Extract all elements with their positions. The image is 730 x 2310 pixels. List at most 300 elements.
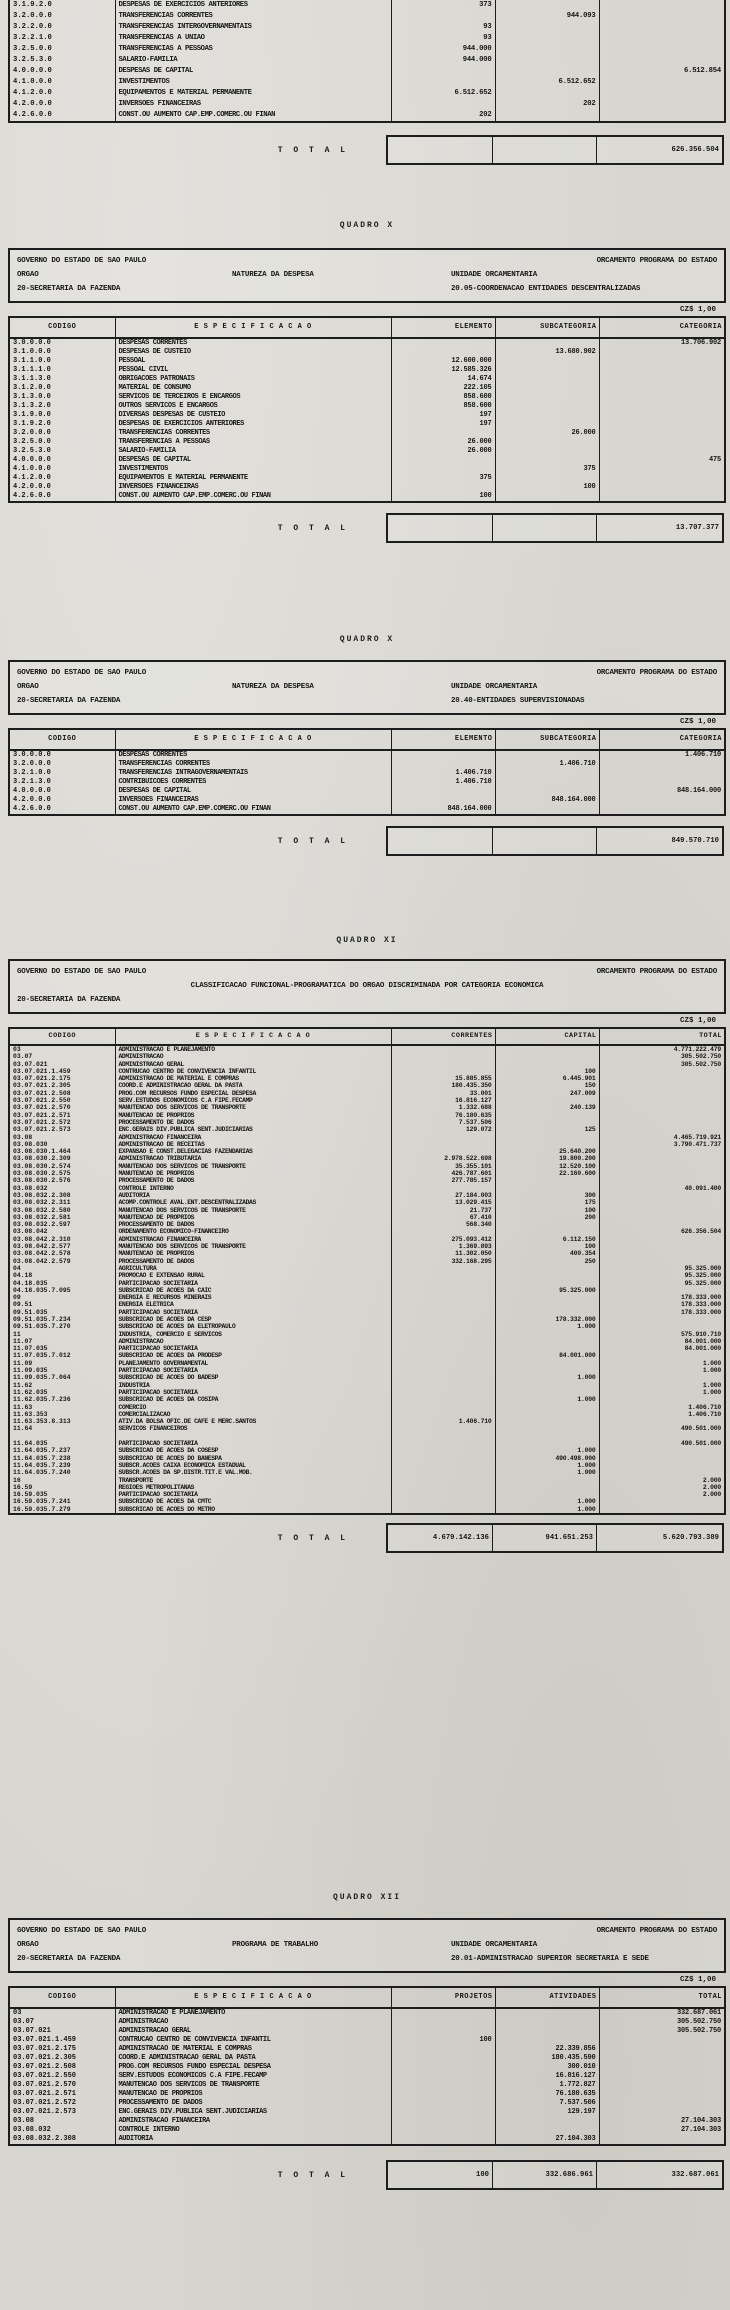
table-row [9,1294,725,1301]
table-row [9,1141,725,1148]
col-header-especificacao: E S P E C I F I C A C A O [115,729,391,750]
spec-cell: MANUTENCAO DOS SERVICOS DE TRANSPORTE [115,1104,391,1111]
table-row [9,384,725,393]
elemento-cell [391,796,495,805]
spec-cell: SUBSCRICAO DE ACOES DO BADESP [115,1374,391,1381]
column-header-row [9,729,725,750]
table-row [9,1477,725,1484]
code-cell: 11.63.353.8.313 [13,1418,71,1426]
total-elemento [388,515,492,541]
total-label: T O T A L [277,1533,348,1543]
total-geral: 332.687.061 [596,2162,722,2188]
correntes-cell [391,1323,495,1330]
subcategoria-cell [495,375,599,384]
projetos-cell [391,2099,495,2108]
code-cell: 03.08.030 [13,1140,48,1148]
spec-cell: SUBSCRICAO DE ACOES DA CMTC [115,1498,391,1505]
correntes-cell [391,1367,495,1374]
categoria-cell [599,0,725,11]
code-cell: 03.08.030.2.576 [13,1177,71,1185]
total-correntes: 4.679.142.136 [432,1534,489,1542]
table-row [9,1228,725,1235]
elemento-cell [391,760,495,769]
code-cell: 03 [13,2009,22,2017]
table-row [9,1280,725,1287]
col-header-correntes: CORRENTES [391,1028,495,1045]
code-cell: 03.07.021.2.572 [13,2099,77,2107]
total-capital: 941.651.253 [492,1525,596,1551]
categoria-cell [599,366,725,375]
total-row [8,135,724,165]
table-row [9,2027,725,2036]
elemento-cell [391,66,495,77]
total-cell [599,1097,725,1104]
code-cell: 03.07.021.2.571 [13,2090,77,2098]
subcategoria-cell [495,438,599,447]
capital-cell: 150 [495,1082,599,1089]
code-cell: 03.07 [13,2018,35,2026]
capital-cell [495,1272,599,1279]
total-label: T O T A L [277,523,348,533]
subcategoria-cell [495,55,599,66]
total-cell [599,2081,725,2090]
projetos-cell [391,2090,495,2099]
subcategoria-cell: 6.512.652 [495,77,599,88]
spec-cell: SERVICOS DE TERCEIROS E ENCARGOS [115,393,391,402]
spec-cell: TRANSFERENCIAS CORRENTES [115,11,391,22]
spec-cell: ENC.GERAIS DIV.PUBLICA SENT.JUDICIARIAS [115,2108,391,2117]
code-cell: 03.08.042.2.310 [13,1235,71,1243]
spec-cell: ADMINISTRACAO DE MATERIAL E COMPRAS [115,1075,391,1082]
correntes-cell: 76.180.635 [391,1112,495,1119]
total-label: T O T A L [277,145,348,155]
capital-cell [495,1440,599,1447]
total-cell [599,1090,725,1097]
spec-cell: PARTICIPACAO SOCIETARIA [115,1280,391,1287]
spec-cell: PARTICIPACAO SOCIETARIA [115,1389,391,1396]
code-cell: 11.62 [13,1381,33,1389]
spec-cell: DESPESAS DE CUSTEIO [115,348,391,357]
elemento-cell [391,483,495,492]
column-header-row [9,317,725,338]
total-cell: 1.000 [599,1360,725,1367]
table-row [9,375,725,384]
total-cell: 305.502.750 [599,2018,725,2027]
subcategoria-cell [495,492,599,502]
categoria-cell [599,492,725,502]
table-row [9,465,725,474]
code-cell: 03.08.030.2.309 [13,1155,71,1163]
code-cell: 09 [13,1294,21,1302]
categoria-cell [599,796,725,805]
col-header-projetos: PROJETOS [391,1987,495,2008]
currency-label: CZ$ 1,00 [679,718,716,726]
total-label: T O T A L [277,2170,348,2180]
col-header-especificacao: E S P E C I F I C A C A O [115,1987,391,2008]
spec-cell: PARTICIPACAO SOCIETARIA [115,1345,391,1352]
table-row [9,2045,725,2054]
table-body [9,338,725,502]
categoria-cell [599,11,725,22]
code-cell: 11.62.035.7.236 [13,1396,71,1404]
total-cell [599,2099,725,2108]
capital-cell [495,1097,599,1104]
code-cell: 3.2.2.1.0 [13,34,52,42]
unidade-label: UNIDADE ORCAMENTARIA [451,683,538,691]
table-row [9,11,725,22]
table-row [9,1484,725,1491]
code-cell: 11.64.035.7.237 [13,1447,71,1455]
capital-cell: 19.800.200 [495,1155,599,1162]
capital-cell [495,1331,599,1338]
currency-label: CZ$ 1,00 [679,1976,716,1984]
categoria-cell [599,438,725,447]
correntes-cell [391,1272,495,1279]
subcategoria-cell [495,384,599,393]
capital-cell [495,1134,599,1141]
spec-cell: ADMINISTRACAO GERAL [115,2027,391,2036]
correntes-cell: 1.369.893 [391,1243,495,1250]
elemento-cell [391,348,495,357]
total-cell [599,1104,725,1111]
spec-cell: PESSOAL [115,357,391,366]
elemento-cell: 944.000 [391,44,495,55]
correntes-cell: 15.885.855 [391,1075,495,1082]
spec-cell: MANUTENCAO DE PROPRIOS [115,1170,391,1177]
categoria-cell [599,33,725,44]
correntes-cell: 180.435.350 [391,1082,495,1089]
code-cell: 11.07.035 [13,1345,48,1353]
correntes-cell: 277.785.157 [391,1177,495,1184]
capital-cell [495,1185,599,1192]
table-row [9,1097,725,1104]
total-cell [599,1258,725,1265]
total-box [386,2160,724,2190]
total-cell [599,1163,725,1170]
code-cell: 03.08.042.2.577 [13,1243,71,1251]
table-row [9,1331,725,1338]
correntes-cell [391,1447,495,1454]
correntes-cell [391,1506,495,1514]
table-row [9,393,725,402]
correntes-cell [391,1294,495,1301]
correntes-cell [391,1498,495,1505]
correntes-cell [391,1389,495,1396]
spec-cell: SUBSCRICAO DE ACOES DA PRODESP [115,1352,391,1359]
categoria-cell [599,22,725,33]
correntes-cell [391,1338,495,1345]
table-row [9,338,725,348]
table-row [9,1272,725,1279]
capital-cell [495,1433,599,1440]
table-row [9,2072,725,2081]
atividades-cell [495,2036,599,2045]
spec-cell: COORD.E ADMINISTRACAO GERAL DA PASTA [115,2054,391,2063]
correntes-cell [391,1455,495,1462]
table-row [9,1447,725,1454]
spec-cell: ADMINISTRACAO [115,2018,391,2027]
total-atividades: 332.686.961 [492,2162,596,2188]
capital-cell [495,1491,599,1498]
spec-cell: PROMOCAO E EXTENSAO RURAL [115,1272,391,1279]
spec-cell: ATIV.DA BOLSA OFIC.DE CAFE E MERC.SANTOS [115,1418,391,1425]
natureza-label: NATUREZA DA DESPESA [232,271,314,279]
elemento-cell: 12.600.000 [391,357,495,366]
table-row [9,1440,725,1447]
elemento-cell: 222.105 [391,384,495,393]
code-cell: 09.51 [13,1301,33,1309]
spec-cell: CONTRUCAO CENTRO DE CONVIVENCIA INFANTIL [115,1068,391,1075]
total-cell [599,1068,725,1075]
code-cell: 03.07.021.2.573 [13,2108,77,2116]
projetos-cell [391,2027,495,2036]
correntes-cell [391,1265,495,1272]
correntes-cell: 129.072 [391,1126,495,1133]
capital-cell: 22.160.600 [495,1170,599,1177]
code-cell: 03.08.030.1.464 [13,1148,71,1156]
total-cell [599,2090,725,2099]
subcategoria-cell [495,66,599,77]
natureza-despesa-table [8,316,726,503]
code-cell: 03.07.021.2.175 [13,1075,71,1083]
col-header-especificacao: E S P E C I F I C A C A O [115,317,391,338]
subcategoria-cell [495,393,599,402]
categoria-cell [599,483,725,492]
categoria-cell [599,384,725,393]
elemento-cell [391,465,495,474]
table-row [9,1075,725,1082]
table-row [9,1134,725,1141]
quadro-caption: QUADRO X [339,635,395,644]
code-cell: 09.51.035 [13,1308,48,1316]
code-cell: 03.07.021.2.573 [13,1126,71,1134]
subcategoria-cell: 26.000 [495,429,599,438]
code-cell: 3.2.2.0.0 [13,23,52,31]
total-row [8,1523,724,1553]
total-cell: 1.000 [599,1382,725,1389]
code-cell: 03.07 [13,1053,33,1061]
total-box [386,135,724,165]
gov-title: GOVERNO DO ESTADO DE SAO PAULO [17,968,147,976]
table-body [9,0,725,122]
correntes-cell [391,1061,495,1068]
capital-cell [495,1112,599,1119]
total-cell [599,1455,725,1462]
spec-cell: AUDITORIA [115,2135,391,2145]
atividades-cell: 1.772.827 [495,2081,599,2090]
total-cell [599,1155,725,1162]
capital-cell [495,1265,599,1272]
total-row [8,826,724,856]
elemento-cell: 93 [391,22,495,33]
spec-cell: MANUTENCAO DE PROPRIOS [115,2090,391,2099]
table-row [9,1382,725,1389]
table-row [9,1243,725,1250]
spec-cell: CONST.OU AUMENTO CAP.EMP.COMERC.OU FINAN [115,805,391,815]
spec-cell: PESSOAL CIVIL [115,366,391,375]
correntes-cell [391,1068,495,1075]
categoria-cell [599,465,725,474]
correntes-cell: 33.001 [391,1090,495,1097]
elemento-cell [391,456,495,465]
categoria-cell [599,420,725,429]
program-title: ORCAMENTO PROGRAMA DO ESTADO [596,257,717,265]
capital-cell: 84.001.000 [495,1352,599,1359]
subcategoria-cell [495,447,599,456]
code-cell: 16.59.035.7.279 [13,1505,71,1513]
code-cell: 11.64 [13,1425,33,1433]
capital-cell [495,1404,599,1411]
correntes-cell: 16.816.127 [391,1097,495,1104]
subcategoria-cell: 1.406.710 [495,760,599,769]
orgao-value: 20-SECRETARIA DA FAZENDA [17,996,121,1004]
table-row [9,1506,725,1514]
correntes-cell [391,1396,495,1403]
elemento-cell: 6.512.652 [391,88,495,99]
orgao-label: ORGAO [17,683,39,691]
correntes-cell [391,1491,495,1498]
table-row [9,2108,725,2117]
capital-cell [495,1280,599,1287]
subcategoria-cell: 375 [495,465,599,474]
quadro-caption: QUADRO XI [336,936,398,945]
spec-cell: PROCESSAMENTO DE DADOS [115,1119,391,1126]
correntes-cell: 67.410 [391,1214,495,1221]
capital-cell: 175 [495,1199,599,1206]
total-elemento [388,828,492,854]
table-row [9,366,725,375]
total-cell [599,1243,725,1250]
subcategoria-cell: 100 [495,483,599,492]
atividades-cell: 22.339.856 [495,2045,599,2054]
categoria-cell [599,411,725,420]
elemento-cell [391,750,495,760]
table-row [9,1221,725,1228]
code-cell: 03.08.032.2.308 [13,1191,71,1199]
spec-cell: CONST.OU AUMENTO CAP.EMP.COMERC.OU FINAN [115,110,391,122]
subcategoria-cell [495,456,599,465]
spec-cell: INVERSOES FINANCEIRAS [115,99,391,110]
spec-cell: ACOMP.CONTROLE AVAL.ENT.DESCENTRALIZADAS [115,1199,391,1206]
orgao-label: ORGAO [17,1941,39,1949]
capital-cell: 247.009 [495,1090,599,1097]
code-cell: 16.59.035.7.241 [13,1498,71,1506]
spec-cell: SUBSCRICAO DE ACOES DA CESP [115,1316,391,1323]
correntes-cell: 332.168.295 [391,1258,495,1265]
spec-cell: COMERCIO [115,1404,391,1411]
spec-cell: MANUTENCAO DOS SERVICOS DE TRANSPORTE [115,1163,391,1170]
projetos-cell [391,2008,495,2018]
correntes-cell: 568.340 [391,1221,495,1228]
capital-cell [495,1228,599,1235]
total-subcategoria [492,515,596,541]
total-cell: 27.104.303 [599,2126,725,2135]
capital-cell [495,1061,599,1068]
spec-cell: PARTICIPACAO SOCIETARIA [115,1367,391,1374]
code-cell: 03.07.021.2.508 [13,1089,71,1097]
correntes-cell [391,1374,495,1381]
col-header-total: TOTAL [599,1028,725,1045]
total-cell: 95.325.000 [599,1280,725,1287]
correntes-cell [391,1045,495,1053]
total-row [8,513,724,543]
table-row [9,0,725,11]
spec-cell: ADMINISTRACAO GERAL [115,1061,391,1068]
code-cell: 03.07.021 [13,1060,48,1068]
correntes-cell [391,1228,495,1235]
table-row [9,2036,725,2045]
correntes-cell [391,1280,495,1287]
table-header-box [8,1918,726,1973]
col-header-categoria: CATEGORIA [599,317,725,338]
table-row [9,1374,725,1381]
code-cell: 11.64.035 [13,1440,48,1448]
projetos-cell [391,2018,495,2027]
total-cell: 305.502.750 [599,2027,725,2036]
capital-cell: 200 [495,1214,599,1221]
spec-cell: DESPESAS DE CAPITAL [115,787,391,796]
categoria-cell: 1.406.710 [599,750,725,760]
atividades-cell: 129.197 [495,2108,599,2117]
code-cell: 4.1.0.0.0 [13,465,51,473]
categoria-cell [599,778,725,787]
table-row [9,750,725,760]
total-cell [599,1199,725,1206]
col-header-categoria: CATEGORIA [599,729,725,750]
projetos-cell [391,2063,495,2072]
subcategoria-cell [495,110,599,122]
total-cell: 95.325.000 [599,1272,725,1279]
total-cell: 2.000 [599,1477,725,1484]
categoria-cell [599,474,725,483]
unidade-value: 20.40-ENTIDADES SUPERVISIONADAS [451,697,585,705]
table-row [9,1155,725,1162]
projetos-cell [391,2126,495,2135]
atividades-cell: 180.435.590 [495,2054,599,2063]
correntes-cell [391,1316,495,1323]
spec-cell: MANUTENCAO DOS SERVICOS DE TRANSPORTE [115,1207,391,1214]
table-body [9,750,725,815]
subcategoria-cell [495,402,599,411]
total-cell [599,2054,725,2063]
total-cell [599,1250,725,1257]
spec-cell: INVERSOES FINANCEIRAS [115,796,391,805]
code-cell: 03.08 [13,1133,33,1141]
correntes-cell: 426.787.601 [391,1170,495,1177]
total-cell [599,1287,725,1294]
capital-cell: 250 [495,1258,599,1265]
table-row [9,55,725,66]
code-cell: 11.63.353 [13,1410,48,1418]
col-header-total: TOTAL [599,1987,725,2008]
atividades-cell: 16.816.127 [495,2072,599,2081]
spec-cell: AGRICULTURA [115,1265,391,1272]
spec-cell: SUBSCRICAO DE ACOES DA ELETROPAULO [115,1323,391,1330]
table-row [9,2081,725,2090]
table-row [9,411,725,420]
table-row [9,1389,725,1396]
table-row [9,1301,725,1308]
subcategoria-cell [495,805,599,815]
categoria-cell [599,88,725,99]
correntes-cell [391,1404,495,1411]
correntes-cell [391,1185,495,1192]
table-row [9,1323,725,1330]
total-subcategoria [492,828,596,854]
projetos-cell [391,2045,495,2054]
code-cell: 03.07.021.2.572 [13,1118,71,1126]
code-cell: 03.08.042.2.579 [13,1257,71,1265]
